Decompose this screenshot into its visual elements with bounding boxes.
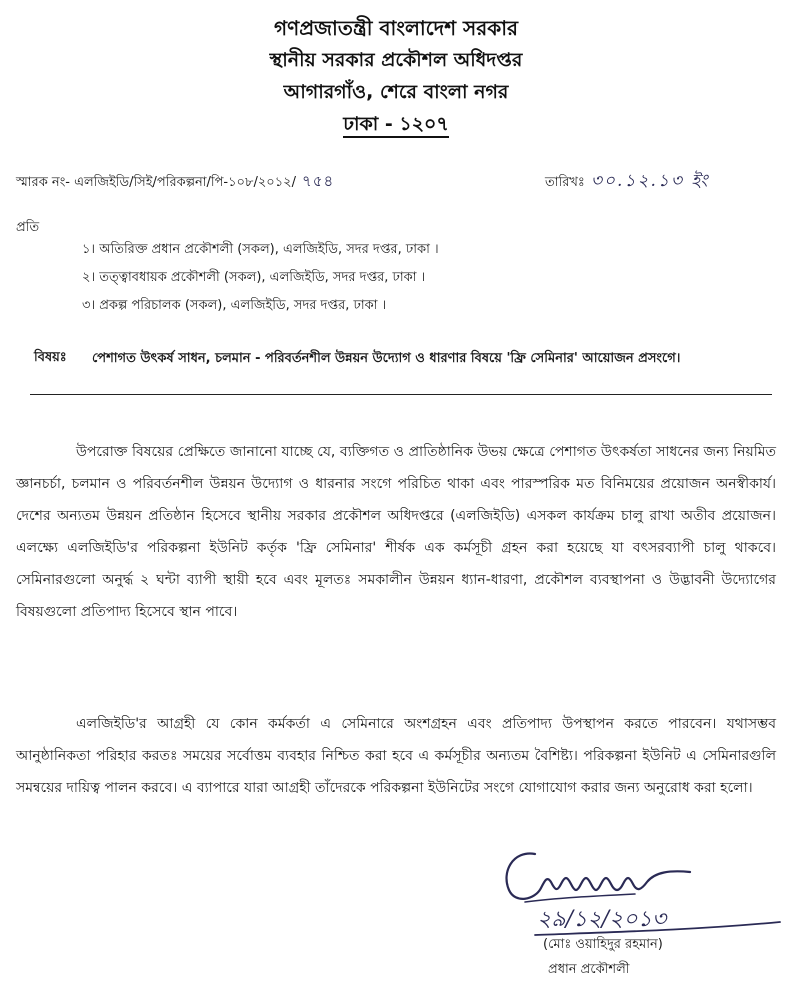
department-title: স্থানীয় সরকার প্রকৌশল অধিদপ্তর <box>269 49 523 71</box>
memo-reference <box>16 170 334 195</box>
signatory-designation: প্রধান প্রকৌশলী <box>548 962 630 977</box>
body-paragraph-1: উপরোক্ত বিষয়ের প্রেক্ষিতে জানানো যাচ্ছে যে, ব্যক্তিগত ও প্রাতিষ্ঠানিক উভয় ক্ষেত্রে পেশাগত উৎকর্ষতা সাধনের জন্য নিয়মিত জ্ঞানচর্চা, চলমান ও পরিবর্তনশীল উন্নয়ন উদ্যোগ ও ধারনার সংগে পরিচিত থাকা এবং পারস্পরিক মত বিনিময়ের প্রয়োজন অনস্বীকার্য। দেশের অন্যতম উন্নয়ন প্রতিষ্ঠান হিসেবে স্থানীয় সরকার প্রকৌশল অধিদপ্তরে (এলজিইডি) এসকল কার্যক্রম চালু রাখা অতীব প্রয়োজন। এলক্ষ্যে এলজিইডি'র পরিকল্পনা ইউনিট কর্তৃক 'ফ্রি সেমিনার' শীর্ষক এক কর্মসূচী গ্রহন করা হয়েছে যা বৎসরব্যাপী চালু থাকবে। সেমিনারগুলো অনুর্দ্ধ ২ ঘন্টা ব্যাপী স্থায়ী হবে এবং মূলতঃ সমকালীন উন্নয়ন ধ্যান-ধারণা, প্রকৌশল ব্যবস্থাপনা ও উদ্ভাবনী উদ্যোগের বিষয়গুলো প্রতিপাদ্য হিসেবে স্থান পাবে। <box>16 444 776 620</box>
recipient-item: ১। অতিরিক্ত প্রধান প্রকৌশলী (সকল), এলজিইডি, সদর দপ্তর, ঢাকা । <box>82 242 439 257</box>
subject-underline <box>30 394 772 395</box>
memo-label: স্মারক নং- এলজিইডি/সিই/পরিকল্পনা/পি-১০৮/২০১২/ <box>16 175 297 190</box>
memo-number: ৭৫৪ <box>302 172 335 190</box>
signatory-name: (মোঃ ওয়াহিদুর রহমান) <box>543 937 663 952</box>
subject-label: বিষয়ঃ <box>34 350 67 365</box>
recipient-item: ২। তত্ত্বাবধায়ক প্রকৌশলী (সকল), এলজিইডি, সদর দপ্তর, ঢাকা । <box>82 270 426 285</box>
address-line: আগারগাঁও, শেরে বাংলা নগর <box>283 81 509 103</box>
recipients-heading: প্রতি <box>16 220 40 235</box>
date-value: ৩০.১২.১৩ ইং <box>590 171 710 191</box>
city-text: ঢাকা - ১২০৭ <box>343 113 449 138</box>
handwritten-signature <box>495 842 785 937</box>
city-line <box>0 110 792 142</box>
government-title: গণপ্রজাতন্ত্রী বাংলাদেশ সরকার <box>274 16 518 40</box>
body-paragraph-2: এলজিইডি'র আগ্রহী যে কোন কর্মকর্তা এ সেমিনারে অংশগ্রহন এবং প্রতিপাদ্য উপস্থাপন করতে পারবেন। যথাসম্ভব আনুষ্ঠানিকতা পরিহার করতঃ সময়ের সর্বোত্তম ব্যবহার নিশ্চিত করা হবে এ কর্মসূচীর অন্যতম বৈশিষ্ট্য। পরিকল্পনা ইউনিট এ সেমিনারগুলি সমন্বয়ের দায়িত্ব পালন করবে। এ ব্যাপারে যারা আগ্রহী তাঁদেরকে পরিকল্পনা ইউনিটের সংগে যোগাযোগ করার জন্য অনুরোধ করা হলো। <box>16 716 776 796</box>
subject-text: পেশাগত উৎকর্ষ সাধন, চলমান - পরিবর্তনশীল উন্নয়ন উদ্যোগ ও ধারণার বিষয়ে 'ফ্রি সেমিনার' আয়োজন প্রসংগে। <box>92 351 681 366</box>
date-label: তারিখঃ <box>545 175 585 190</box>
handwritten-date: ২৯/১২/২০১৩ <box>537 907 667 932</box>
recipient-item: ৩। প্রকল্প পরিচালক (সকল), এলজিইডি, সদর দপ্তর, ঢাকা । <box>82 298 387 313</box>
date-line <box>545 168 710 196</box>
